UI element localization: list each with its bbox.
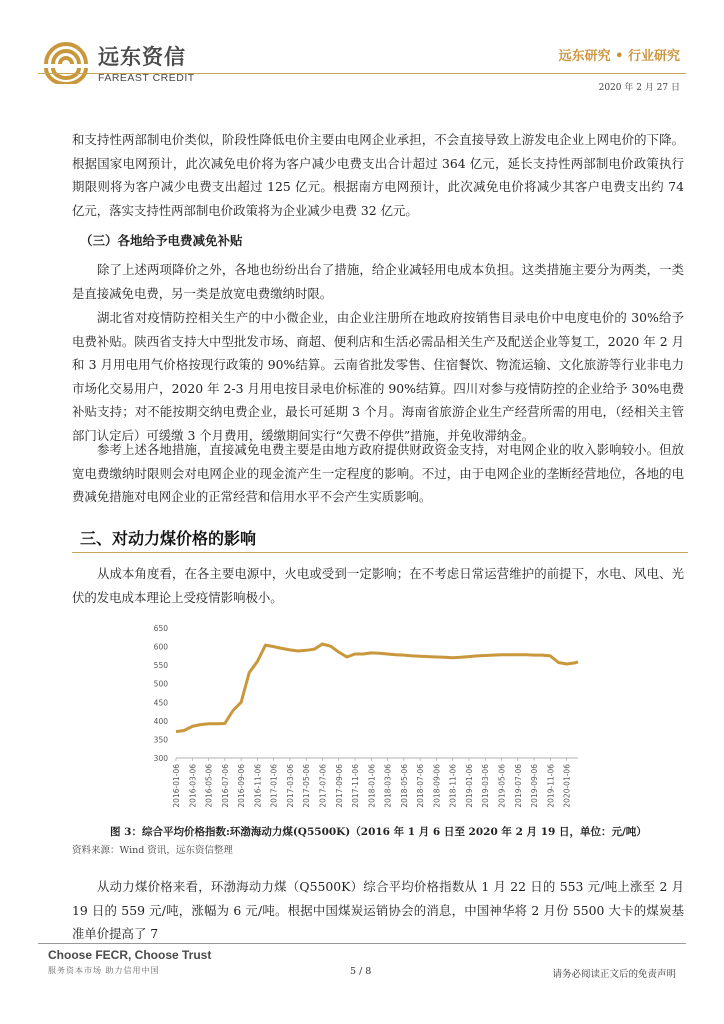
x-tick-label: 2016-01-06 <box>172 764 181 808</box>
paragraph-2: 除了上述两项降价之外，各地也纷纷出台了措施，给企业减轻用电成本负担。这类措施主要分为两类，一类是直接减免电费，另一类是放宽电费缴纳时限。 <box>72 262 684 301</box>
paragraph-5: 从成本角度看，在各主要电源中，火电或受到一定影响；在不考虑日常运营维护的前提下，水电、风电、光伏的发电成本理论上受疫情影响极小。 <box>72 566 684 605</box>
footer-slogan-en: Choose FECR, Choose Trust <box>48 948 212 962</box>
paragraph-1: 和支持性两部制电价类似，阶段性降低电价主要由电网企业承担，不会直接导致上游发电企业上网电价的下降。根据国家电网预计，此次减免电价将为客户减少电费支出合计超过 364 亿元，延长支持性两部制电价政策执行期限则将为客户减少电费支出超过 125 亿元。根据南方电网预计，此次减免电价将减少其客户电费支出约 74 亿元，落实支持性两部制电价政策将为企业减少电费 32 亿元。 <box>72 132 684 218</box>
x-tick-label: 2017-03-06 <box>285 764 295 808</box>
x-tick-label: 2019-05-06 <box>497 764 507 808</box>
section-title: 三、对动力煤价格的影响 <box>80 529 257 548</box>
y-tick-label: 350 <box>153 735 168 745</box>
fareast-logo-icon <box>40 40 92 84</box>
x-tick-label: 2017-07-06 <box>318 764 328 808</box>
x-tick-label: 2016-03-06 <box>188 764 198 808</box>
x-tick-label: 2019-11-06 <box>546 764 556 808</box>
x-tick-label: 2019-09-06 <box>530 764 540 808</box>
x-tick-label: 2016-11-06 <box>253 764 263 808</box>
company-logo <box>40 40 195 84</box>
x-tick-label: 2017-01-06 <box>269 764 279 808</box>
x-tick-label: 2019-03-06 <box>481 764 491 808</box>
header-divider <box>38 73 686 74</box>
x-tick-label: 2018-01-06 <box>367 764 377 808</box>
paragraph-4: 参考上述各地措施，直接减免电费主要是由地方政府提供财政资金支持，对电网企业的收入影响较小。但放宽电费缴纳时限则会对电网企业的现金流产生一定程度的影响。不过，由于电网企业的垄断经营地位，各地的电费减免措施对电网企业的正常经营和信用水平不会产生实质影响。 <box>72 442 684 505</box>
x-tick-label: 2018-11-06 <box>448 764 458 808</box>
x-tick-label: 2018-05-06 <box>399 764 409 808</box>
y-tick-label: 450 <box>153 698 168 708</box>
coal-price-chart <box>140 620 580 820</box>
x-tick-label: 2018-03-06 <box>383 764 393 808</box>
y-tick-label: 400 <box>153 716 168 726</box>
x-tick-label: 2019-01-06 <box>464 764 474 808</box>
y-tick-label: 600 <box>153 642 168 652</box>
y-tick-label: 550 <box>153 661 168 671</box>
x-tick-label: 2016-05-06 <box>204 764 214 808</box>
y-tick-label: 300 <box>153 754 168 763</box>
x-tick-label: 2020-01-06 <box>562 764 572 808</box>
chart-series-line <box>176 644 578 732</box>
x-tick-label: 2018-09-06 <box>432 764 442 808</box>
x-tick-label: 2017-11-06 <box>351 764 361 808</box>
subheading: （三）各地给予电费减免补贴 <box>80 233 243 248</box>
footer-divider <box>38 943 686 944</box>
figure-caption: 图 3：综合平均价格指数:环渤海动力煤(Q5500K)（2016 年 1 月 6 日至 2020 年 2 月 19 日，单位：元/吨） <box>110 826 647 838</box>
x-tick-label: 2016-09-06 <box>237 764 247 808</box>
x-tick-label: 2016-07-06 <box>220 764 230 808</box>
paragraph-6: 从动力煤价格来看，环渤海动力煤（Q5500K）综合平均价格指数从 1 月 22 日的 553 元/吨上涨至 2 月 19 日的 559 元/吨，涨幅为 6 元/吨。根据中国煤炭运销协会的消息，中国神华将 2 月份 5500 大卡的煤炭基准单价提高了 7 <box>72 879 684 942</box>
logo-en-text: FAREAST CREDIT <box>98 71 195 84</box>
footer-slogan-cn: 服务资本市场 助力信用中国 <box>48 966 160 975</box>
report-category: 远东研究 • 行业研究 <box>558 49 680 64</box>
x-tick-label: 2017-05-06 <box>302 764 312 808</box>
logo-cn-text: 远东资信 <box>98 44 186 69</box>
x-tick-label: 2018-07-06 <box>416 764 426 808</box>
footer-disclaimer: 请务必阅读正文后的免责声明 <box>552 969 676 980</box>
section-divider <box>72 552 688 553</box>
y-tick-label: 650 <box>153 624 168 633</box>
x-tick-label: 2017-09-06 <box>334 764 344 808</box>
y-tick-label: 500 <box>153 679 168 689</box>
paragraph-3: 湖北省对疫情防控相关生产的中小微企业，由企业注册所在地政府按销售目录电价中电度电价的 30%给予电费补贴。陕西省支持大中型批发市场、商超、便利店和生活必需品相关生产及配送企业等复工，2020 年 2 月和 3 月用电用气价格按现行政策的 90%结算。云南省批发零售、住宿餐饮、物流运输、文化旅游等行业非电力市场化交易用户，2020 年 2-3 月用电按目录电价标准的 90%结算。四川对参与疫情防控的企业给予 30%电费补贴支持；对不能按期交纳电费企业，最长可延期 3 个月。海南省旅游企业生产经营所需的用电，（经相关主管部门认定后）可缓缴 3 个月费用，缓缴期间实行“欠费不停供”措施，并免收滞纳金。 <box>72 310 684 443</box>
figure-source: 资料来源：Wind 资讯，远东资信整理 <box>72 845 233 856</box>
x-tick-label: 2019-07-06 <box>513 764 523 808</box>
page-number: 5 / 8 <box>350 966 372 977</box>
report-date: 2020 年 2 月 27 日 <box>598 83 680 93</box>
